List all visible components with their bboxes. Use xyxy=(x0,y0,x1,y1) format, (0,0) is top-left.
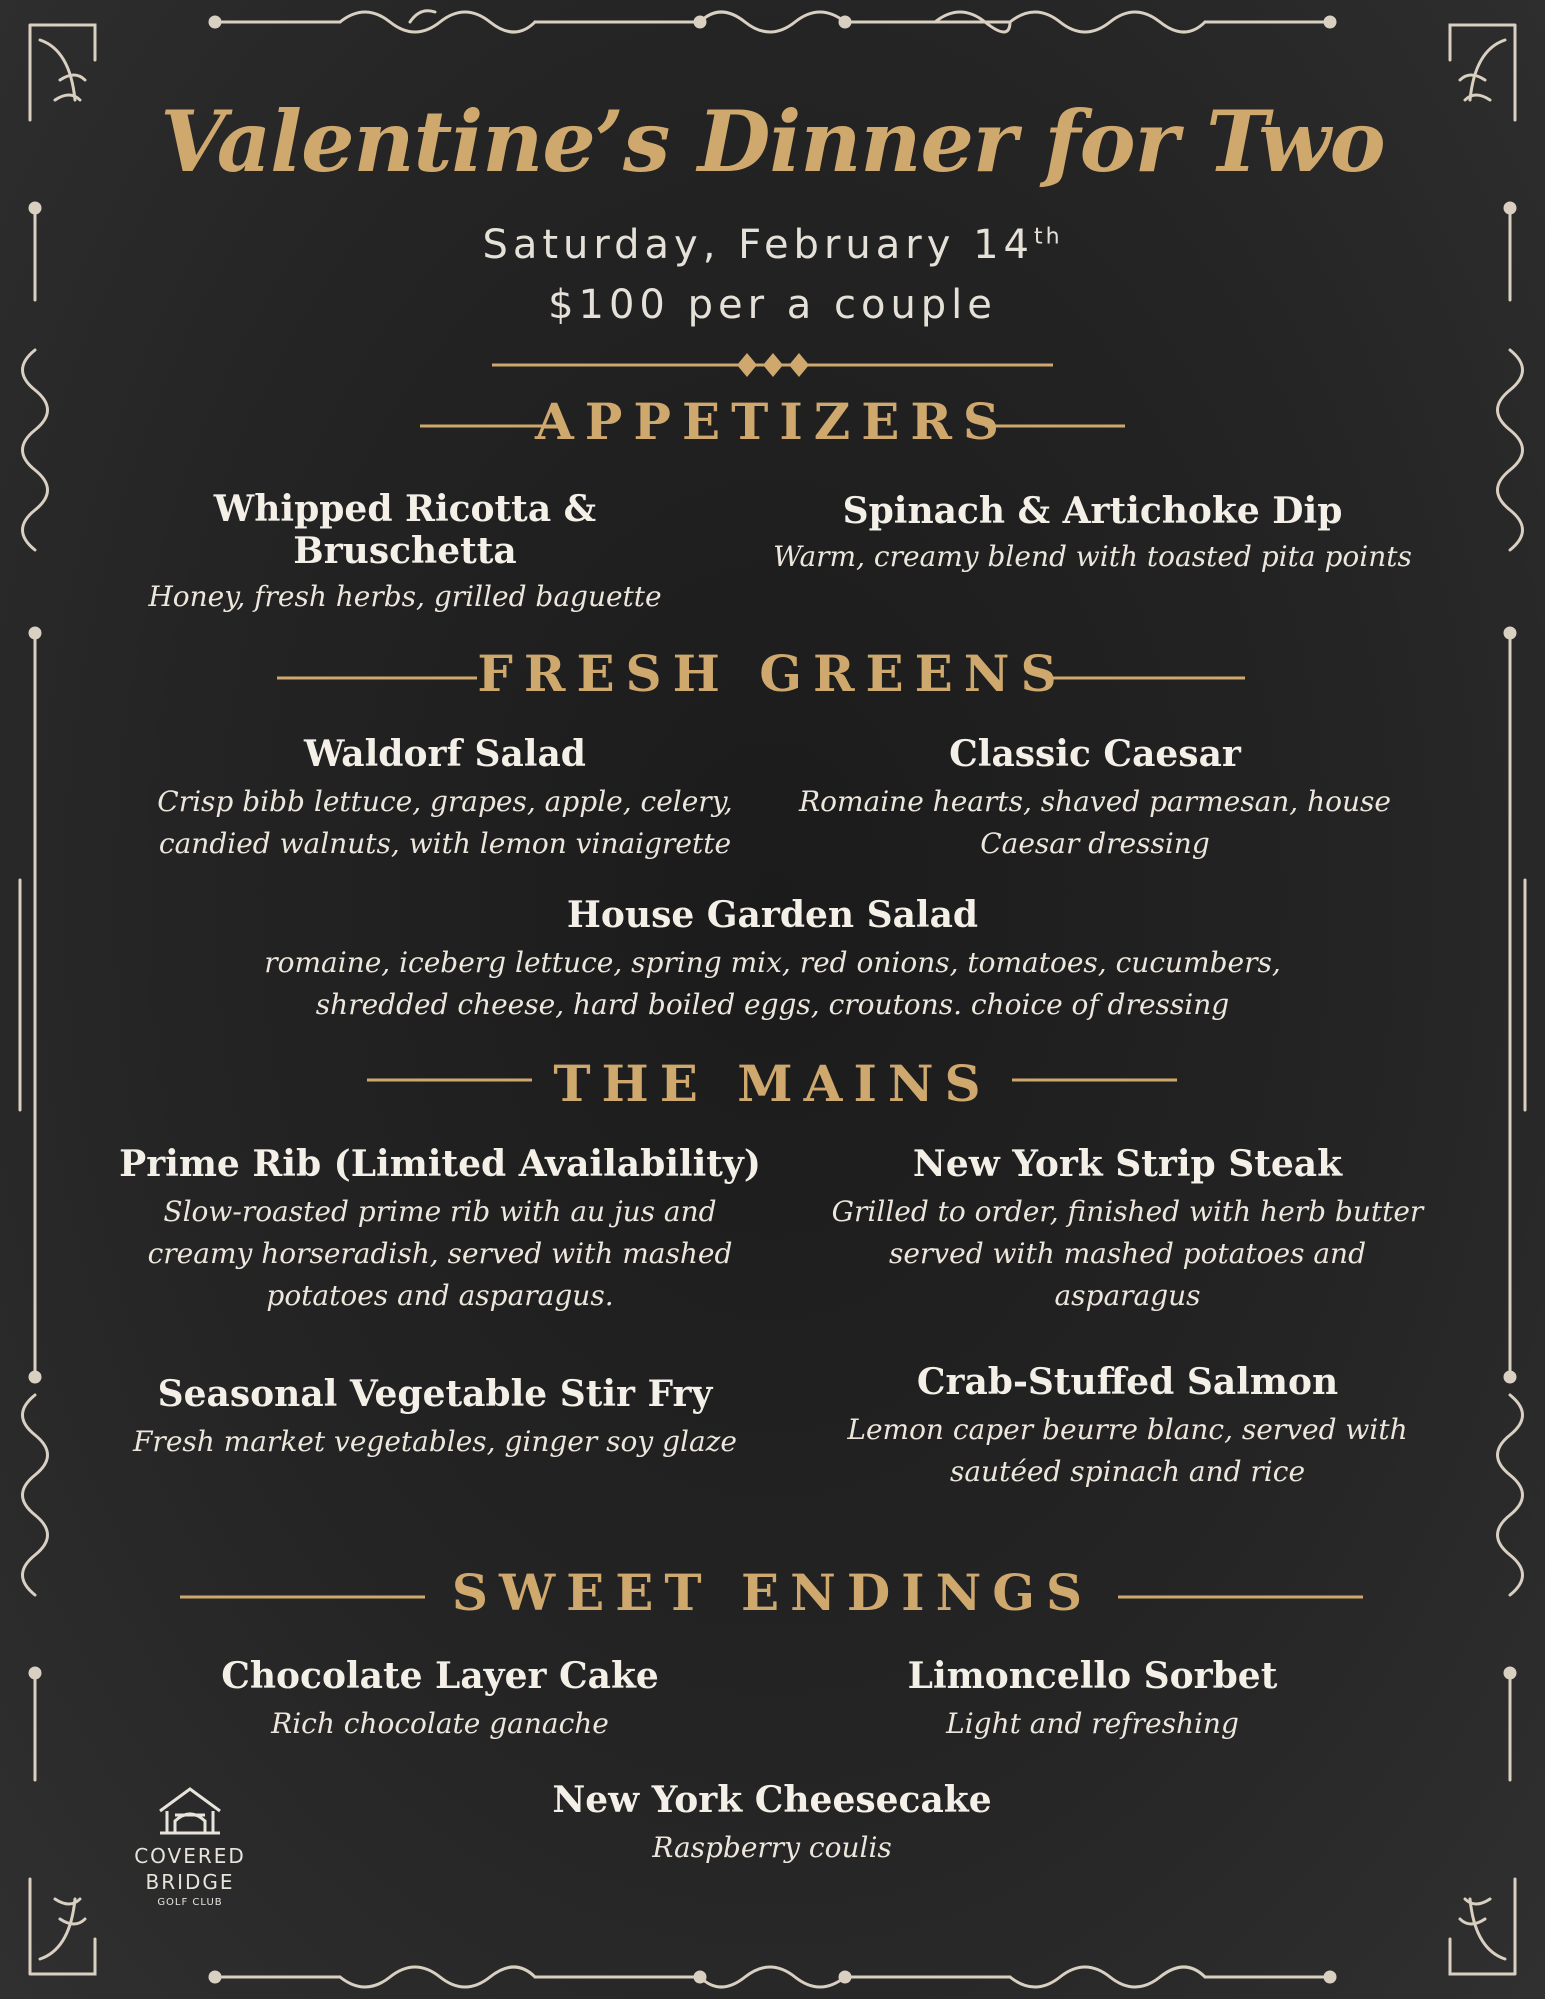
item-description: Honey, fresh herbs, grilled baguette xyxy=(148,580,662,613)
menu-item xyxy=(100,488,710,618)
logo-text-line: GOLF CLUB xyxy=(157,1897,223,1908)
item-description: Light and refreshing xyxy=(946,1707,1239,1740)
section-heading-appetizers: APPETIZERS xyxy=(535,392,1010,451)
item-name: Waldorf Salad xyxy=(304,733,586,775)
menu-item xyxy=(110,1373,760,1463)
item-description: Raspberry coulis xyxy=(652,1831,892,1864)
item-description-line: Romaine hearts, shaved parmesan, house xyxy=(799,785,1391,818)
menu-item xyxy=(790,1655,1395,1745)
menu-item xyxy=(760,490,1425,578)
menu-item xyxy=(800,1361,1455,1493)
item-description-line: Fresh market vegetables, ginger soy glaze xyxy=(133,1425,737,1458)
menu-title: Valentine’s Dinner for Two xyxy=(160,92,1385,191)
menu-item xyxy=(472,1779,1072,1869)
item-description-line: served with mashed potatoes and xyxy=(888,1237,1366,1270)
item-description xyxy=(780,781,1410,865)
item-name: New York Strip Steak xyxy=(912,1143,1343,1185)
item-description xyxy=(120,781,770,865)
section-heading-fresh-greens: FRESH GREENS xyxy=(477,644,1068,703)
item-name: Spinach & Artichoke Dip xyxy=(842,490,1343,532)
menu-item xyxy=(200,894,1345,1026)
section-heading-sweet-endings: SWEET ENDINGS xyxy=(451,1563,1094,1622)
menu-item xyxy=(120,733,770,865)
item-name: Whipped Ricotta & Bruschetta xyxy=(213,488,597,572)
item-description xyxy=(110,1421,760,1463)
item-description-line: Crisp bibb lettuce, grapes, apple, celery, xyxy=(157,785,733,818)
logo-text-line: BRIDGE xyxy=(145,1870,235,1894)
item-description xyxy=(110,1191,770,1317)
item-name: House Garden Salad xyxy=(566,894,979,936)
item-description-line: Caesar dressing xyxy=(980,827,1210,860)
item-description-line: potatoes and asparagus. xyxy=(266,1279,614,1312)
logo-text-line: COVERED xyxy=(134,1844,246,1868)
item-description-line: asparagus xyxy=(1054,1279,1201,1312)
item-description xyxy=(800,1191,1455,1317)
item-name: New York Cheesecake xyxy=(552,1779,992,1821)
menu-item xyxy=(140,1655,740,1745)
item-description: Rich chocolate ganache xyxy=(271,1707,609,1740)
diamond-ornament xyxy=(737,353,809,377)
item-name: Chocolate Layer Cake xyxy=(221,1655,659,1697)
item-description-line: sautéed spinach and rice xyxy=(949,1455,1306,1488)
item-description-line: creamy horseradish, served with mashed xyxy=(147,1237,733,1270)
item-description-line: candied walnuts, with lemon vinaigrette xyxy=(158,827,732,860)
covered-bridge-logo xyxy=(115,1785,265,1908)
menu-item xyxy=(780,733,1410,865)
menu-item xyxy=(800,1143,1455,1317)
item-name: Classic Caesar xyxy=(949,733,1241,775)
item-description-line: shredded cheese, hard boiled eggs, croutons. choice of dressing xyxy=(315,988,1230,1021)
covered-bridge-icon xyxy=(155,1785,225,1837)
menu-item xyxy=(110,1143,770,1317)
event-date-suffix: th xyxy=(1033,224,1063,250)
section-heading-the-mains: THE MAINS xyxy=(553,1054,992,1113)
item-description xyxy=(200,942,1345,1026)
item-description-line: Grilled to order, finished with herb butter xyxy=(831,1195,1424,1228)
item-description xyxy=(800,1409,1455,1493)
item-description-line: Lemon caper beurre blanc, served with xyxy=(847,1413,1408,1446)
item-description-line: romaine, iceberg lettuce, spring mix, red onions, tomatoes, cucumbers, xyxy=(264,946,1281,979)
item-name: Prime Rib (Limited Availability) xyxy=(119,1143,761,1185)
item-description-line: Slow-roasted prime rib with au jus and xyxy=(163,1195,717,1228)
event-price: $100 per a couple xyxy=(548,282,997,328)
item-description: Warm, creamy blend with toasted pita points xyxy=(773,540,1412,573)
event-date xyxy=(0,222,1545,268)
event-date-main: Saturday, February 14 xyxy=(482,222,1034,268)
item-name: Limoncello Sorbet xyxy=(907,1655,1278,1697)
item-name: Crab-Stuffed Salmon xyxy=(916,1361,1339,1403)
item-name: Seasonal Vegetable Stir Fry xyxy=(157,1373,713,1415)
